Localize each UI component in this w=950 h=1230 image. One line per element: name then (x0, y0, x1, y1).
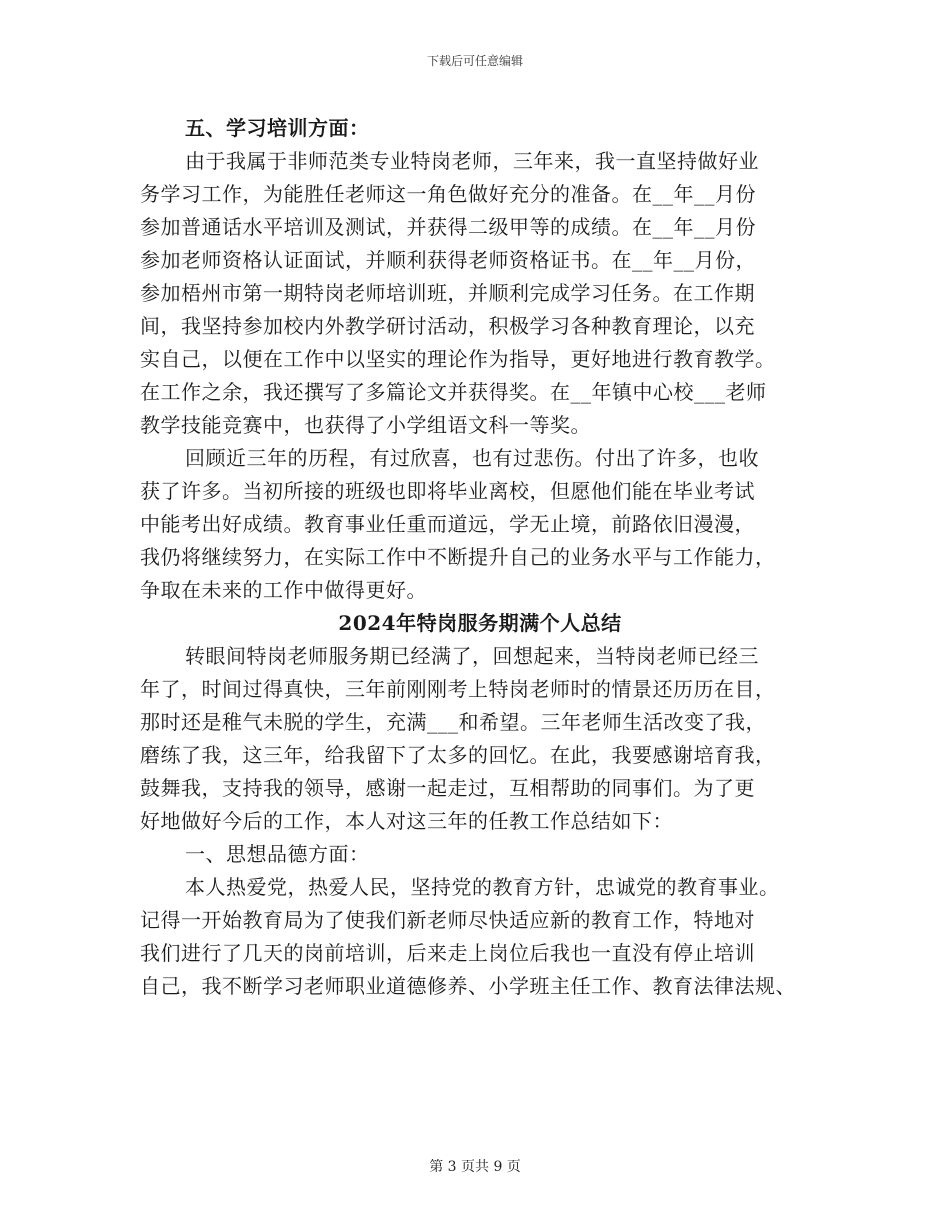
page-footer: 第 3 页共 9 页 (429, 1159, 521, 1175)
paragraph-line: 中能考出好成绩。教育事业任重而道远，学无止境，前路依旧漫漫， (140, 512, 755, 536)
paragraph-line: 年了，时间过得真快，三年前刚刚考上特岗老师时的情景还历历在目， (140, 677, 776, 701)
paragraph-line: 好地做好今后的工作，本人对这三年的任教工作总结如下： (140, 809, 673, 833)
paragraph-line: 教学技能竞赛中，也获得了小学组语文科一等奖。 (140, 413, 591, 437)
paragraph-line: 我们进行了几天的岗前培训，后来走上岗位后我也一直没有停止培训 (140, 941, 755, 965)
section-heading-study: 五、学习培训方面： (185, 116, 370, 140)
document-body (140, 112, 820, 1003)
paragraph-line: 自己，我不断学习老师职业道德修养、小学班主任工作、教育法律法规、 (140, 974, 796, 998)
paragraph-line: 实自己，以便在工作中以坚实的理论作为指导，更好地进行教育教学。 (140, 347, 776, 371)
paragraph-line: 回顾近三年的历程，有过欣喜，也有过悲伤。付出了许多，也收 (185, 446, 759, 470)
paragraph-line: 那时还是稚气未脱的学生，充满___和希望。三年老师生活改变了我， (140, 710, 766, 734)
section-heading-morality: 一、思想品德方面： (185, 842, 370, 866)
page-header: 下载后可任意编辑 (426, 54, 523, 68)
paragraph-line: 鼓舞我，支持我的领导，感谢一起走过，互相帮助的同事们。为了更 (140, 776, 755, 800)
paragraph-line: 间，我坚持参加校内外教学研讨活动，积极学习各种教育理论，以充 (140, 314, 755, 338)
paragraph-line: 记得一开始教育局为了使我们新老师尽快适应新的教育工作，特地对 (140, 908, 755, 932)
paragraph-line: 争取在未来的工作中做得更好。 (140, 578, 427, 602)
paragraph-line: 由于我属于非师范类专业特岗老师，三年来，我一直坚持做好业 (185, 149, 759, 173)
paragraph-line: 参加梧州市第一期特岗老师培训班，并顺利完成学习任务。在工作期 (140, 281, 755, 305)
paragraph-line: 获了许多。当初所接的班级也即将毕业离校，但愿他们能在毕业考试 (140, 479, 755, 503)
paragraph-line: 参加普通话水平培训及测试，并获得二级甲等的成绩。在__年__月份 (140, 215, 756, 239)
paragraph-line: 磨练了我，这三年，给我留下了太多的回忆。在此，我要感谢培育我， (140, 743, 776, 767)
document-title: 2024年特岗服务期满个人总结 (338, 611, 622, 635)
paragraph-line: 参加老师资格认证面试，并顺利获得老师资格证书。在__年__月份， (140, 248, 756, 272)
paragraph-line: 务学习工作，为能胜任老师这一角色做好充分的准备。在__年__月份 (140, 182, 756, 206)
paragraph-line: 转眼间特岗老师服务期已经满了，回想起来，当特岗老师已经三 (185, 644, 759, 668)
paragraph-line: 本人热爱党，热爱人民，坚持党的教育方针，忠诚党的教育事业。 (185, 875, 780, 899)
paragraph-line: 我仍将继续努力，在实际工作中不断提升自己的业务水平与工作能力， (140, 545, 776, 569)
paragraph-line: 在工作之余，我还撰写了多篇论文并获得奖。在__年镇中心校___老师 (140, 380, 767, 404)
